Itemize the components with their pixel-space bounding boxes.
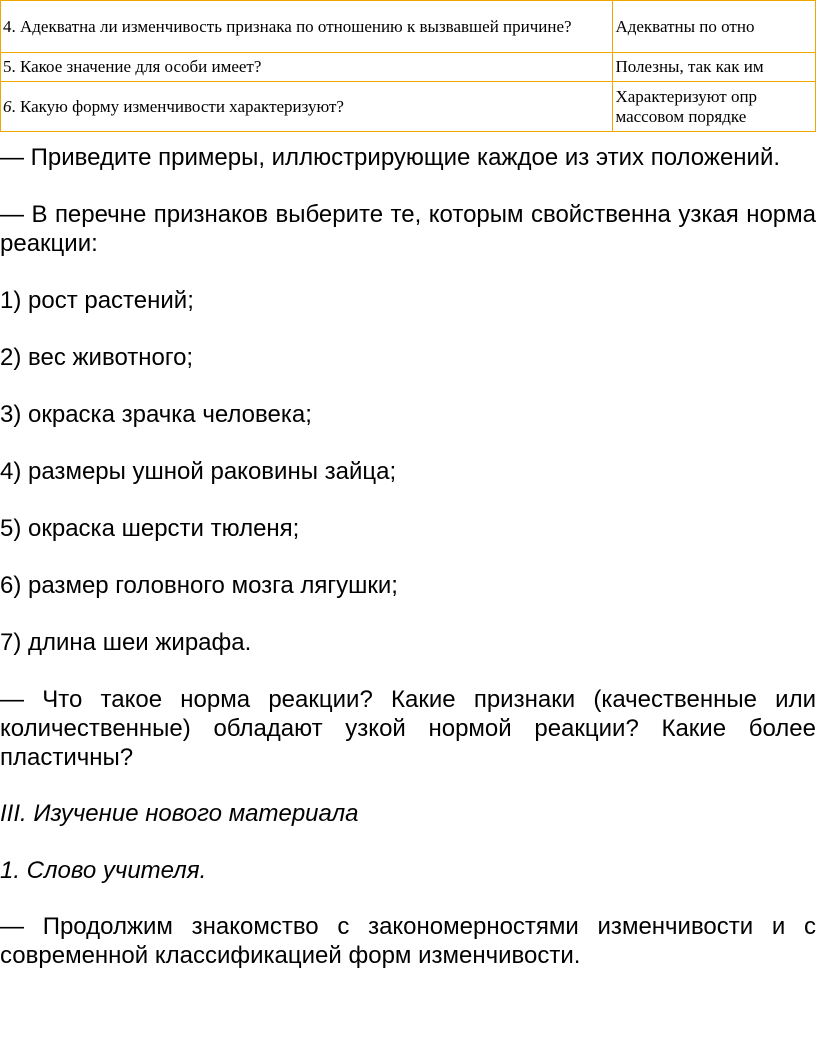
table-row [1, 1, 816, 53]
answer-line: массовом порядке [615, 106, 747, 126]
question-cell [1, 1, 613, 53]
answer-cell [613, 82, 816, 132]
answer-cell: Адекватны по отно [613, 1, 816, 53]
list-item: 2) вес животного; [0, 344, 194, 371]
question-number: 5. [3, 57, 16, 76]
list-item: 4) размеры ушной раковины зайца; [0, 458, 397, 485]
question-cell [1, 82, 613, 132]
paragraph-question: — Что такое норма реакции? Какие признаки (качественные или количественные) обладают узкой нормой реакции? Какие более пластичны? [0, 686, 816, 771]
document-body [0, 143, 816, 970]
question-number: 4. [3, 16, 16, 36]
table-row [1, 82, 816, 132]
question-number: 6 [3, 96, 12, 116]
section-heading: III. Изучение нового материала [0, 800, 359, 827]
list-item: 3) окраска зрачка человека; [0, 401, 312, 428]
list-item: 7) длина шеи жирафа. [0, 629, 252, 656]
question-text: Адекватна ли изменчивость признака по отношению к вызвавшей причине? [20, 16, 572, 36]
list-item: 5) окраска шерсти тюленя; [0, 515, 300, 542]
question-cell [1, 53, 613, 82]
paragraph-task: — В перечне признаков выберите те, которым свойственна узкая норма реакции: [0, 201, 816, 257]
paragraph-examples: — Приведите примеры, иллюстрирующие каждое из этих положений. [0, 144, 781, 171]
answer-cell: Полезны, так как им [613, 53, 816, 82]
list-item: 1) рост растений; [0, 287, 194, 314]
paragraph-teacher: — Продолжим знакомство с закономерностями изменчивости и с современной классификацией форм изменчивости. [0, 913, 816, 969]
step-heading: 1. Слово учителя. [0, 857, 207, 884]
list-item: 6) размер головного мозга лягушки; [0, 572, 398, 599]
answers-table [0, 0, 816, 132]
answer-line: Характеризуют опр [615, 86, 758, 106]
table-row [1, 53, 816, 82]
question-text: . Какую форму изменчивости характеризуют? [11, 96, 344, 116]
question-text: Какое значение для особи имеет? [20, 57, 262, 76]
